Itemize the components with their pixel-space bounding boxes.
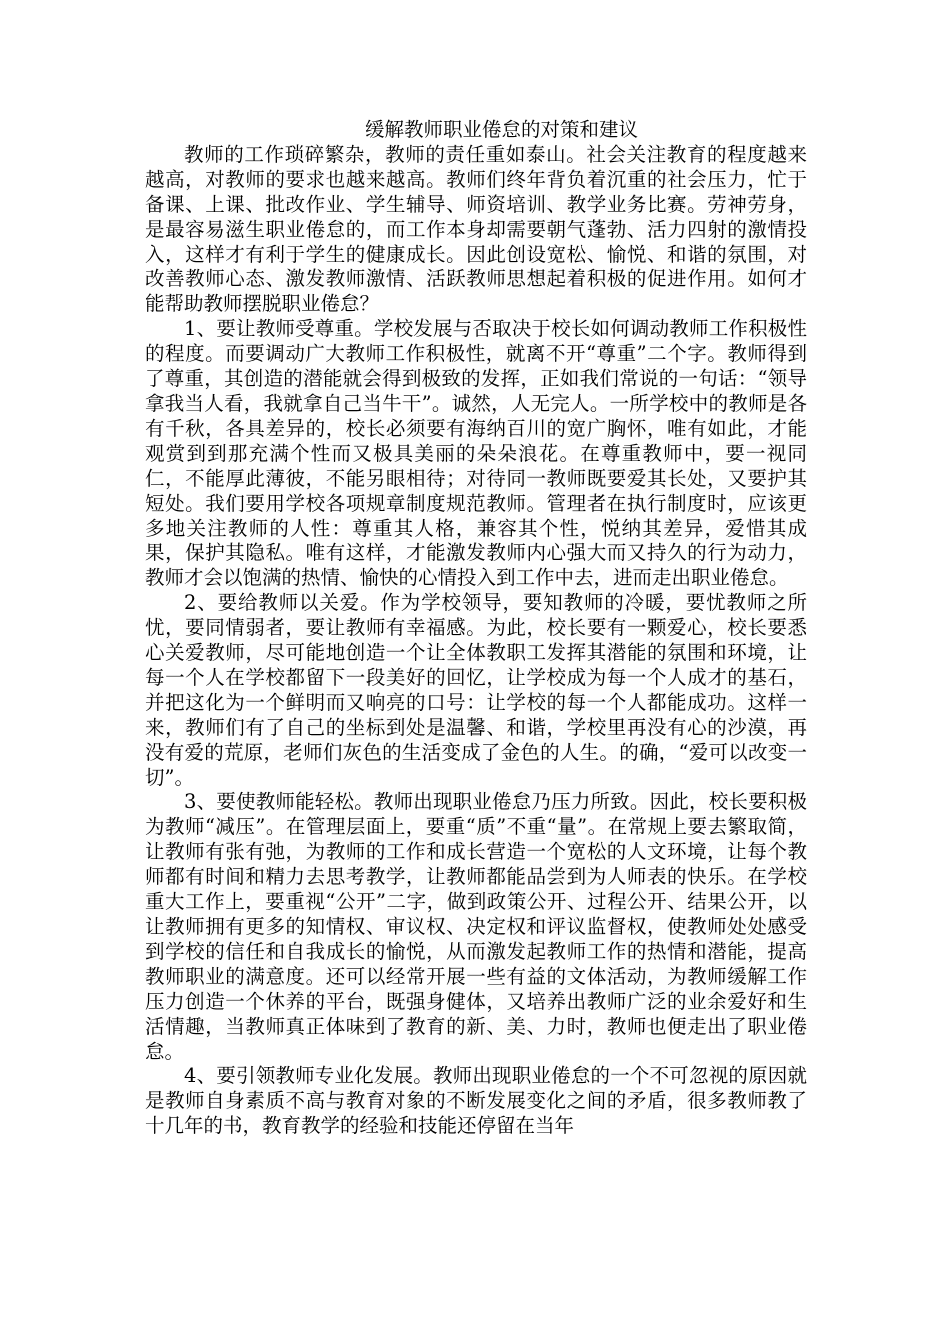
paragraph-respect: 1、要让教师受尊重。学校发展与否取决于校长如何调动教师工作积极性的程度。而要调动广大教师工作积极性，就离不开“尊重”二个字。教师得到了尊重，其创造的潜能就会得到极致的发挥，正如我们常说的一句话：“领导拿我当人看，我就拿自己当牛干”。诚然，人无完人。一所学校中的教师是各有千秋，各具差异的，校长必须要有海纳百川的宽广胸怀，唯有如此，才能观赏到到那充满个性而又极具美丽的朵朵浪花。在尊重教师中，要一视同仁，不能厚此薄彼，不能另眼相待；对待同一教师既要爱其长处，又要护其短处。我们要用学校各项规章制度规范教师。管理者在执行制度时，应该更多地关注教师的人性：尊重其人格，兼容其个性，悦纳其差异，爱惜其成果，保护其隐私。唯有这样，才能激发教师内心强大而又持久的行为动力，教师才会以饱满的热情、愉快的心情投入到工作中去，进而走出职业倦怠。: [145, 317, 807, 590]
paragraph-relax: 3、要使教师能轻松。教师出现职业倦怠乃压力所致。因此，校长要积极为教师“减压”。在管理层面上，要重“质”不重“量”。在常规上要去繁取简，让教师有张有弛，为教师的工作和成长营造一个宽松的人文环境，让每个教师都有时间和精力去思考教学，让教师都能品尝到为人师表的快乐。在学校重大工作上，要重视“公开”二字，做到政策公开、过程公开、结果公开，以让教师拥有更多的知情权、审议权、决定权和评议监督权，使教师处处感受到学校的信任和自我成长的愉悦，从而激发起教师工作的热情和潜能，提高教师职业的满意度。还可以经常开展一些有益的文体活动，为教师缓解工作压力创造一个休养的平台，既强身健体，又培养出教师广泛的业余爱好和生活情趣，当教师真正体味到了教育的新、美、力时，教师也便走出了职业倦怠。: [145, 790, 807, 1063]
paragraph-professional-development: 4、要引领教师专业化发展。教师出现职业倦怠的一个不可忽视的原因就是教师自身素质不高与教育对象的不断发展变化之间的矛盾，很多教师教了十几年的书，教育教学的经验和技能还停留在当年: [145, 1064, 807, 1138]
document-body: [145, 118, 807, 1139]
document-title: 缓解教师职业倦怠的对策和建议: [365, 118, 639, 141]
paragraph-care: 2、要给教师以关爱。作为学校领导，要知教师的冷暖，要忧教师之所忧，要同情弱者，要让教师有幸福感。为此，校长要有一颗爱心，校长要悉心关爱教师，尽可能地创造一个让全体教职工发挥其潜能的氛围和环境，让每一个人在学校都留下一段美好的回忆，让学校成为每一个人成才的基石，并把这化为一个鲜明而又响亮的口号：让学校的每一个人都能成功。这样一来，教师们有了自己的坐标到处是温馨、和谐，学校里再没有心的沙漠，再没有爱的荒原，老师们灰色的生活变成了金色的人生。的确，“爱可以改变一切”。: [145, 591, 807, 789]
paragraph-intro: 教师的工作琐碎繁杂，教师的责任重如泰山。社会关注教育的程度越来越高，对教师的要求也越来越高。教师们终年背负着沉重的社会压力，忙于备课、上课、批改作业、学生辅导、师资培训、教学业务比赛。劳神劳身，是最容易滋生职业倦怠的，而工作本身却需要朝气蓬勃、活力四射的激情投入，这样才有利于学生的健康成长。因此创设宽松、愉悦、和谐的氛围，对改善教师心态、激发教师激情、活跃教师思想起着积极的促进作用。如何才能帮助教师摆脱职业倦怠？: [145, 142, 807, 316]
